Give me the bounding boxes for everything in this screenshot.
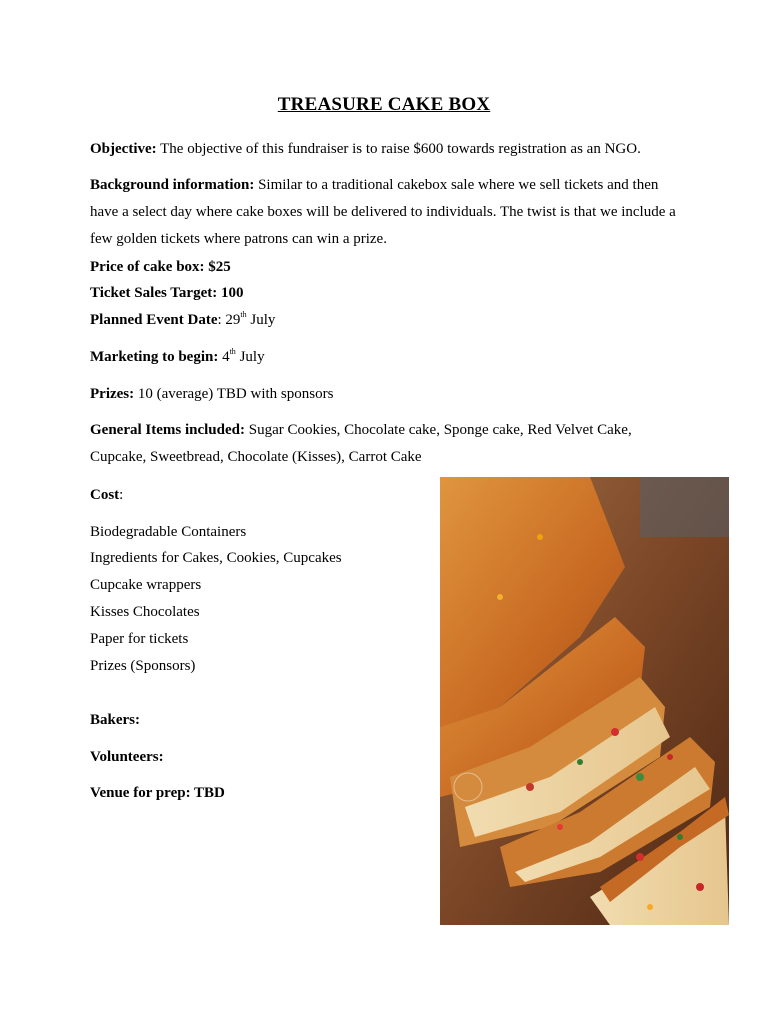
event-date-label: Planned Event Date (90, 312, 218, 328)
cost-item: Cupcake wrappers (90, 577, 202, 593)
general-items-text: Sugar Cookies, Chocolate cake, Sponge cake, Red Velvet Cake, Cupcake, Sweetbread, Chocolate (Kisses), Carrot Cake (90, 422, 632, 465)
marketing-suffix: th (229, 347, 236, 356)
event-date-day: : 29 (217, 312, 241, 328)
general-items-paragraph (90, 417, 650, 471)
venue-line: Venue for prep: TBD (90, 785, 225, 801)
background-text: Similar to a traditional cakebox sale where we sell tickets and then have a select day where cake boxes will be delivered to individuals. The twist is that we include a few golden tickets where patrons can win a prize. (90, 177, 676, 247)
volunteers-line: Volunteers: (90, 749, 164, 765)
ticket-target-line: Ticket Sales Target: 100 (90, 285, 244, 301)
cost-heading (90, 486, 123, 504)
document-title: TREASURE CAKE BOX (277, 94, 491, 115)
marketing-label: Marketing to begin: (90, 349, 219, 365)
prizes-label: Prizes: (90, 386, 135, 402)
price-line: Price of cake box: $25 (90, 259, 231, 275)
fruit-cake-photo (440, 477, 729, 925)
bakers-line: Bakers: (90, 712, 140, 728)
objective-text: The objective of this fundraiser is to raise $600 towards registration as an NGO. (156, 141, 641, 157)
marketing-day: 4 (218, 349, 230, 365)
objective-label: Objective: (90, 141, 157, 157)
prizes-text: 10 (average) TBD with sponsors (134, 386, 334, 402)
objective-paragraph (90, 140, 641, 158)
cost-item: Prizes (Sponsors) (90, 658, 196, 674)
event-date-month: July (246, 312, 276, 328)
cost-item: Biodegradable Containers (90, 524, 247, 540)
background-paragraph (90, 172, 680, 253)
cost-item: Kisses Chocolates (90, 604, 200, 620)
marketing-month: July (235, 349, 265, 365)
background-label: Background information: (90, 177, 255, 193)
cake-image-icon (440, 477, 729, 925)
cost-item: Ingredients for Cakes, Cookies, Cupcakes (90, 550, 342, 566)
cost-item: Paper for tickets (90, 631, 189, 647)
prizes-line (90, 385, 333, 403)
marketing-line (90, 348, 265, 366)
cost-label: Cost (90, 487, 120, 503)
event-date-suffix: th (240, 310, 247, 319)
cost-colon: : (119, 487, 124, 503)
general-items-label: General Items included: (90, 422, 245, 438)
event-date-line (90, 311, 275, 329)
